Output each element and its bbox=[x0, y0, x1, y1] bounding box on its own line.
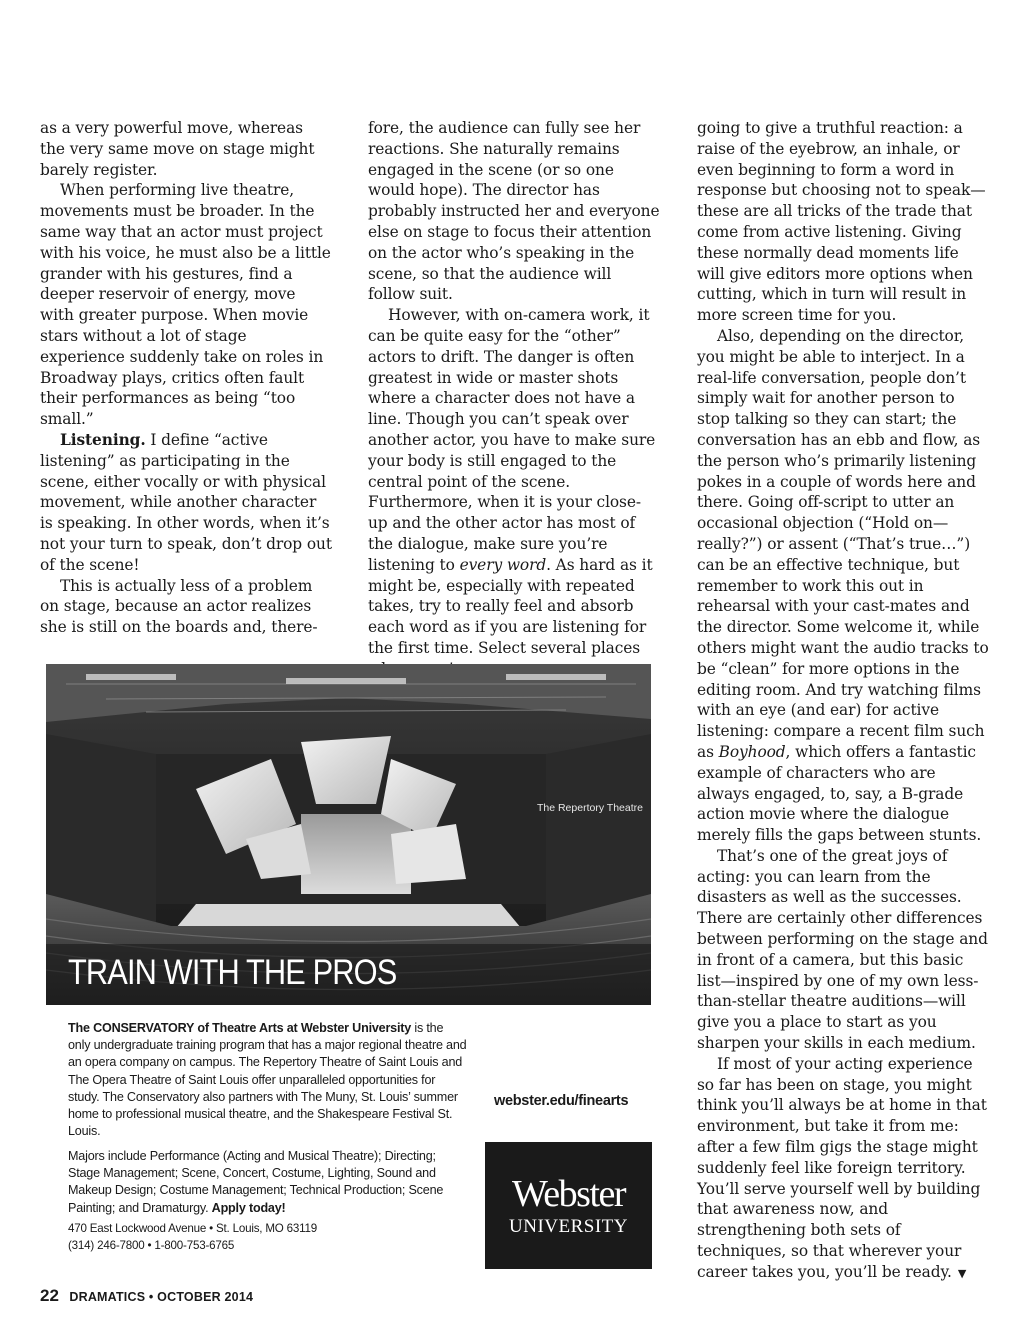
ad-cta: Apply today! bbox=[211, 1200, 286, 1215]
paragraph-text: , which offers a fantastic example of characters who are always engaged, to, say, a B-grade action movie where the dialogue merely fills the gaps between stunts. bbox=[697, 742, 982, 845]
run-in-heading: Listening. bbox=[60, 430, 146, 449]
emphasis: every word bbox=[459, 555, 547, 574]
logo-wordmark: Webster bbox=[511, 1173, 626, 1215]
paragraph-text: I define “active listening” as participating in the scene, either vocally or with physical movement, while another character is speaking. In other words, when it’s not your turn to speak, don’t drop out of the scene! bbox=[40, 430, 332, 574]
article-column-3 bbox=[697, 118, 989, 1285]
end-mark-icon: ▼ bbox=[957, 1266, 967, 1280]
paragraph: going to give a truthful reaction: a raise of the eyebrow, an inhale, or even beginning to form a word in response but choosing not to speak—these are all tricks of the trade that come from active listening. Giving these normally dead moments life will give editors more options when cutting, which in turn will result in more screen time for you. bbox=[697, 119, 986, 325]
paragraph: That’s one of the great joys of acting: you can learn from the disasters as well as the successes. There are certainly other differences between performing on the stage and in front of a camera, but this basic list—inspired by one of my own less-than-stellar theatre auditions—will give you a place to start as you sharpen your skills in each medium. bbox=[697, 846, 988, 1053]
paragraph bbox=[697, 1054, 989, 1285]
paragraph: fore, the audience can fully see her reactions. She naturally remains engaged in the scene (or so one would hope). The director has probably instructed her and everyone else on stage to focus their attention on the actor who’s speaking in the scene, so that the audience will follow suit. bbox=[368, 119, 660, 304]
ad-body-bold: The CONSERVATORY of Theatre Arts at Webster University bbox=[68, 1021, 412, 1035]
paragraph: When performing live theatre, movements must be broader. In the same way that an actor must project with his voice, he must also be a little grander with his gestures, find a deeper reservoir of energy, move with greater purpose. When movie stars without a lot of stage experience suddenly take on roles in Broadway plays, critics often fault their performances as being “too small.” bbox=[40, 181, 331, 429]
article-column-1 bbox=[40, 118, 332, 638]
page-footer bbox=[40, 1286, 253, 1306]
ad-headline: TRAIN WITH THE PROS bbox=[68, 953, 397, 992]
paragraph-text: Also, depending on the director, you might be able to interject. In a real-life conversation, people don’t simply wait for another person to stop talking so they can start; the conversation has an ebb and flow, as the person who’s primarily listening pokes in a couple of words here and there. Going off-script to utter an occasional objection (“Hold on—really?”) or assent (“That’s true…”) can be an effective technique, but remember to work this out in rehearsal with your cast-mates and the director. Some welcome it, while others might want the audio tracks to be “clean” for more options in the editing room. And try watching films with an eye (and ear) for active listening: compare a recent film such as bbox=[697, 326, 989, 761]
paragraph bbox=[697, 326, 989, 846]
logo-subtitle: UNIVERSITY bbox=[509, 1216, 628, 1237]
ad-body-rest: is the only undergraduate training program that has a major regional theatre and an opera company on campus. The Repertory Theatre of Saint Louis and The Opera Theatre of Saint Louis offer unparalleled opportunities for study. The Conservatory also partners with The Muny, St. Louis’ summer home to professional musical theatre, and the Shakespeare Festival St. Louis. bbox=[68, 1021, 467, 1139]
publication-label: DRAMATICS • OCTOBER 2014 bbox=[69, 1290, 254, 1304]
paragraph-text: If most of your acting experience so far has been on stage, you might think you’ll always be at home in that environment, but take it from me: after a few film gigs the stage might suddenly feel like foreign territory. You’ll serve yourself well by building that awareness now, and strengthening both sets of techniques, so that wherever your career takes you, you’ll be ready. bbox=[697, 1054, 987, 1281]
ad-majors-list: Majors include Performance (Acting and Musical Theatre); Directing; Stage Management; Scene, Concert, Costume, Lighting, Sound and Makeup Design; Costume Management; Technical Production; Scene Painting; and Dramaturgy. bbox=[68, 1149, 444, 1215]
paragraph-text: . As hard as it might be, especially with repeated takes, try to really feel and absorb each word as if you are listening for the first time. Select several places bbox=[368, 555, 653, 657]
paragraph: This is actually less of a problem on stage, because an actor realizes she is still on the boards and, there- bbox=[40, 576, 318, 637]
paragraph bbox=[40, 430, 332, 576]
article-column-2 bbox=[368, 118, 660, 680]
phone-line: (314) 246-7800 • 1-800-753-6765 bbox=[68, 1239, 235, 1253]
photo-credit: The Repertory Theatre bbox=[536, 802, 643, 814]
ad-majors-text bbox=[68, 1148, 468, 1217]
ad-url[interactable]: webster.edu/finearts bbox=[494, 1093, 629, 1109]
webster-university-logo bbox=[485, 1142, 652, 1269]
film-title: Boyhood bbox=[718, 742, 786, 761]
ad-theatre-photo bbox=[46, 664, 651, 1005]
address-line: 470 East Lockwood Avenue • St. Louis, MO 63119 bbox=[68, 1222, 318, 1235]
paragraph bbox=[368, 305, 660, 679]
page-number: 22 bbox=[40, 1286, 59, 1305]
ad-body-text bbox=[68, 1020, 468, 1140]
ad-address bbox=[68, 1220, 468, 1254]
paragraph-text: However, with on-camera work, it can be quite easy for the “other” actors to drift. The danger is often greatest in wide or master shots where a character does not have a line. Though you can’t speak over another actor, you have to make sure your body is still engaged to the central point of the scene. Furthermore, when it is your close-up and the other actor has most of the dialogue, make sure you’re listening to bbox=[368, 306, 656, 574]
paragraph: as a very powerful move, whereas the very same move on stage might barely register. bbox=[40, 119, 315, 179]
